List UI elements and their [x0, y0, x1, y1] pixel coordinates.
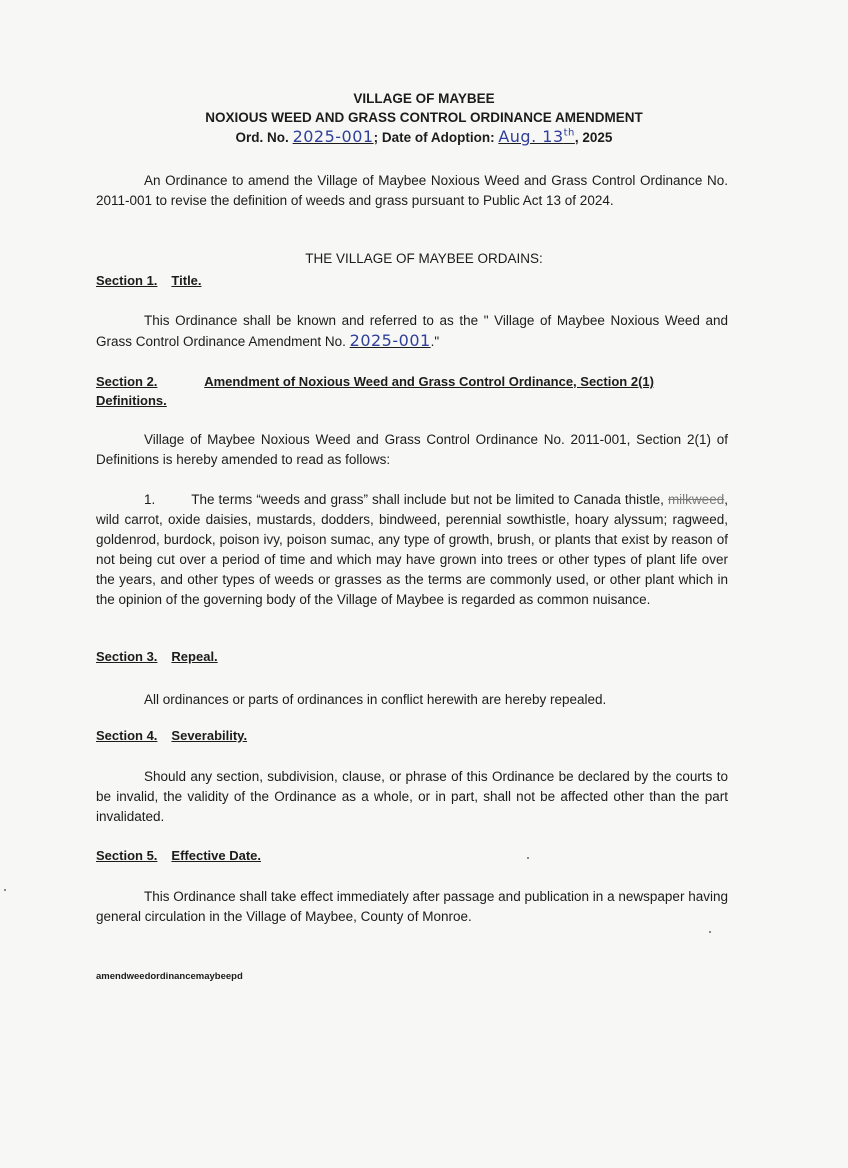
ord-prefix: Ord. No.: [235, 130, 289, 145]
section-5-number: Section 5.: [96, 848, 158, 863]
adoption-label: ; Date of Adoption:: [373, 130, 495, 145]
struck-term: milkweed: [667, 492, 725, 507]
adoption-date-text: Aug. 13: [498, 127, 564, 146]
definition-item-number: 1.: [144, 492, 156, 507]
section-3-heading: [96, 649, 218, 664]
ord-number-handwritten: 2025-001: [292, 127, 374, 146]
section-4-title: Severability.: [171, 728, 248, 743]
file-name-footer: amendweedordinancemaybeepd: [96, 971, 243, 982]
section-1-number: Section 1.: [96, 273, 158, 288]
ordinance-title: NOXIOUS WEED AND GRASS CONTROL ORDINANCE AMENDMENT: [205, 110, 643, 125]
section-5-title: Effective Date.: [171, 848, 262, 863]
section-1-text-start: This Ordinance shall be known and referred to as the " Village of Maybee Noxious Weed and Grass Control Ordinance Amendment No.: [96, 313, 728, 349]
village-title: VILLAGE OF MAYBEE: [353, 91, 495, 106]
ordains-heading: THE VILLAGE OF MAYBEE ORDAINS:: [305, 251, 543, 266]
scan-speck: [709, 931, 711, 933]
adoption-date-handwritten: [498, 127, 575, 146]
ordinance-number-line: [0, 127, 848, 146]
section-3-text: All ordinances or parts of ordinances in conflict herewith are hereby repealed.: [144, 692, 607, 707]
adoption-date-suffix: th: [563, 127, 575, 139]
section-1-text-end: .": [430, 334, 440, 349]
section-4-heading: [96, 728, 247, 743]
section-5-text: This Ordinance shall take effect immediately after passage and publication in a newspaper having general circulation in the Village of Maybee, County of Monroe.: [96, 889, 728, 924]
scan-speck: [527, 857, 529, 859]
section-2-heading: [96, 372, 728, 410]
amendment-number-handwritten: 2025-001: [349, 331, 431, 350]
section-1-text: [96, 311, 728, 352]
definition-text-start: The terms “weeds and grass” shall include but not be limited to Canada thistle,: [191, 492, 664, 507]
definition-text-rest: , wild carrot, oxide daisies, mustards, dodders, bindweed, perennial sowthistle, hoary alyssum; ragweed, goldenrod, burdock, poison ivy, poison sumac, any type of growth, brush, or plants that exist by reason of not being cut over a period of time and which may have grown into trees or other types of plant life over the years, and other types of weeds or grasses as the terms are commonly used, or other plant which in the opinion of the governing body of the Village of Maybee is regarded as common nuisance.: [96, 492, 728, 607]
section-2-number: Section 2.: [96, 374, 158, 389]
section-4-number: Section 4.: [96, 728, 158, 743]
adoption-year: , 2025: [574, 130, 613, 145]
section-2-text: Village of Maybee Noxious Weed and Grass Control Ordinance No. 2011-001, Section 2(1) of Definitions is hereby amended to read as follows:: [96, 432, 728, 467]
section-5-heading: [96, 848, 261, 863]
section-1-title: Title.: [171, 273, 202, 288]
section-2-title-line1: Amendment of Noxious Weed and Grass Control Ordinance, Section 2(1): [204, 374, 654, 389]
section-4-text: Should any section, subdivision, clause, or phrase of this Ordinance be declared by the courts to be invalid, the validity of the Ordinance as a whole, or in part, shall not be affected other than the part invalidated.: [96, 769, 728, 824]
section-1-heading: [96, 273, 202, 288]
section-3-number: Section 3.: [96, 649, 158, 664]
definition-item: [96, 490, 728, 610]
section-2-title-line2: Definitions.: [96, 393, 167, 408]
intro-paragraph: An Ordinance to amend the Village of Maybee Noxious Weed and Grass Control Ordinance No. 2011-001 to revise the definition of weeds and grass pursuant to Public Act 13 of 2024.: [96, 173, 728, 208]
scan-speck: [4, 889, 6, 891]
section-3-title: Repeal.: [171, 649, 218, 664]
